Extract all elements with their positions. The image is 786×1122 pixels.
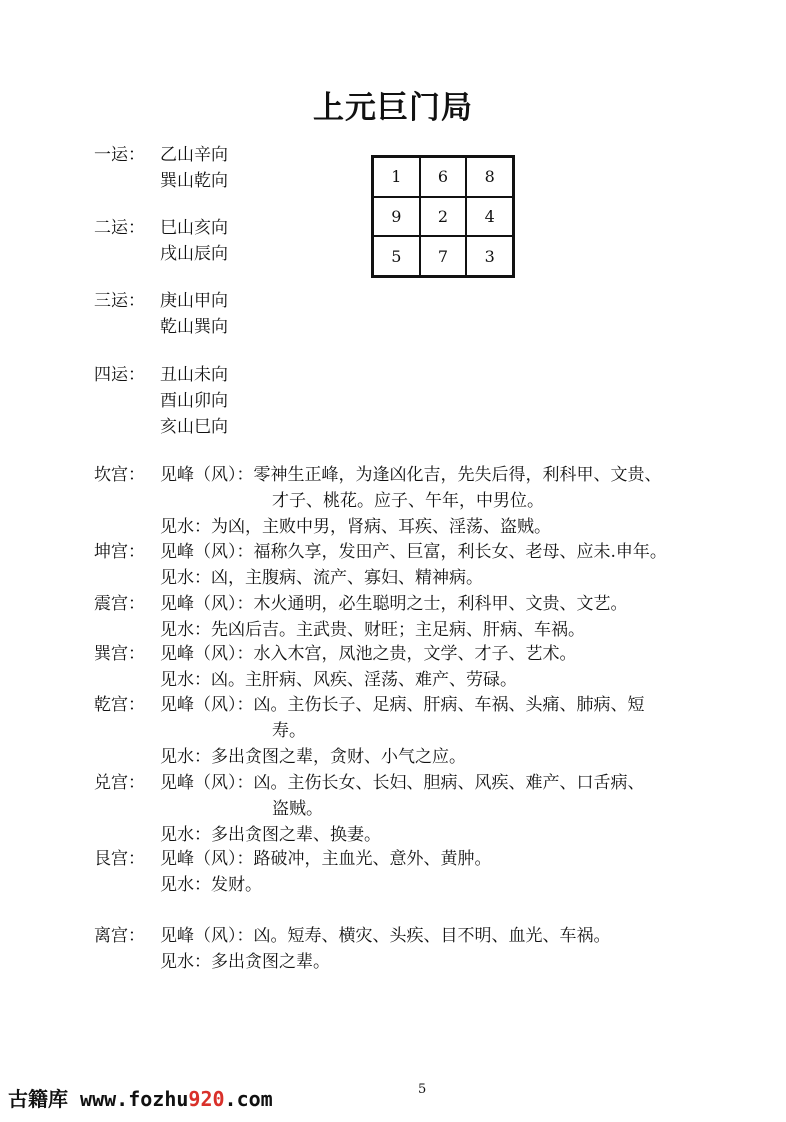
palace-feng: 见峰（风）：凶。短寿、横灾、头疾、目不明、血光、车祸。 (160, 926, 611, 946)
grid-cell: 4 (466, 197, 513, 237)
palace-label: 离宫： (94, 926, 145, 946)
yun-item: 戌山辰向 (160, 244, 228, 264)
palace-label: 坎宫： (94, 465, 145, 485)
grid-cell: 7 (420, 236, 467, 276)
palace-li (94, 923, 766, 975)
palace-shui: 见水：多出贪图之辈、换妻。 (160, 825, 381, 845)
palace-feng: 见峰（风）：木火通明，必生聪明之士，利科甲、文贵、文艺。 (160, 594, 628, 614)
yun-label: 二运： (94, 218, 145, 238)
palace-shui: 见水：发财。 (160, 875, 262, 895)
grid-cell: 5 (373, 236, 420, 276)
palace-label: 兑宫： (94, 773, 145, 793)
palace-feng: 见峰（风）：凶。主伤长子、足病、肝病、车祸、头痛、肺病、短 (160, 695, 645, 715)
yun-item: 乙山辛向 (160, 145, 228, 165)
yun-label: 一运： (94, 145, 145, 165)
palace-shui: 见水：凶，主腹病、流产、寡妇、精神病。 (160, 568, 483, 588)
palace-zhen (94, 591, 766, 643)
palace-feng: 见峰（风）：零神生正峰，为逢凶化吉，先失后得，利科甲、文贵、 (160, 465, 662, 485)
palace-shui: 见水：凶。主肝病、风疾、淫荡、难产、劳碌。 (160, 670, 517, 690)
yun-section-1 (94, 142, 228, 194)
palace-shui: 见水：为凶，主败中男，肾病、耳疾、淫荡、盗贼。 (160, 517, 551, 537)
palace-feng-cont: 盗贼。 (272, 799, 323, 819)
site-watermark (8, 1083, 273, 1112)
watermark-text: 古籍库 www.fozhu (8, 1087, 189, 1111)
palace-label: 坤宫： (94, 542, 145, 562)
yun-item: 乾山巽向 (160, 317, 228, 337)
palace-label: 巽宫： (94, 644, 145, 664)
palace-feng: 见峰（风）：福称久享，发田产、巨富，利长女、老母、应未.申年。 (160, 542, 667, 562)
yun-section-3 (94, 288, 228, 340)
yun-item: 巳山亥向 (160, 218, 228, 238)
yun-item: 亥山巳向 (160, 417, 228, 437)
yun-item: 酉山卯向 (160, 391, 228, 411)
page-number: 5 (418, 1082, 427, 1097)
yun-label: 三运： (94, 291, 145, 311)
page-title: 上元巨门局 (313, 90, 473, 126)
palace-kun (94, 539, 766, 591)
palace-feng: 见峰（风）：路破冲，主血光、意外、黄肿。 (160, 849, 492, 869)
palace-label: 震宫： (94, 594, 145, 614)
grid-cell: 9 (373, 197, 420, 237)
palace-shui: 见水：多出贪图之辈。 (160, 952, 330, 972)
yun-item: 庚山甲向 (160, 291, 228, 311)
palace-qian (94, 692, 766, 770)
palace-label: 艮宫： (94, 849, 145, 869)
yun-section-2 (94, 215, 228, 267)
palace-feng: 见峰（风）：水入木宫，凤池之贵，文学、才子、艺术。 (160, 644, 577, 664)
grid-cell: 6 (420, 157, 467, 197)
palace-xun (94, 641, 766, 693)
grid-cell: 1 (373, 157, 420, 197)
yun-item: 巽山乾向 (160, 171, 228, 191)
grid-cell: 2 (420, 197, 467, 237)
yun-item: 丑山未向 (160, 365, 228, 385)
watermark-tail: .com (224, 1087, 273, 1111)
palace-label: 乾宫： (94, 695, 145, 715)
yun-label: 四运： (94, 365, 145, 385)
grid-cell: 3 (466, 236, 513, 276)
palace-feng: 见峰（风）：凶。主伤长女、长妇、胆病、风疾、难产、口舌病、 (160, 773, 645, 793)
watermark-number: 920 (188, 1087, 225, 1111)
palace-shui: 见水：多出贪图之辈，贪财、小气之应。 (160, 747, 466, 767)
grid-cell: 8 (466, 157, 513, 197)
palace-feng-cont: 才子、桃花。应子、午年，中男位。 (272, 491, 544, 511)
yun-section-4 (94, 362, 228, 440)
palace-dui (94, 770, 766, 848)
palace-gen (94, 846, 766, 898)
nine-palace-grid (371, 155, 515, 278)
palace-kan (94, 462, 766, 540)
palace-feng-cont: 寿。 (272, 721, 306, 741)
palace-shui: 见水：先凶后吉。主武贵、财旺；主足病、肝病、车祸。 (160, 620, 585, 640)
